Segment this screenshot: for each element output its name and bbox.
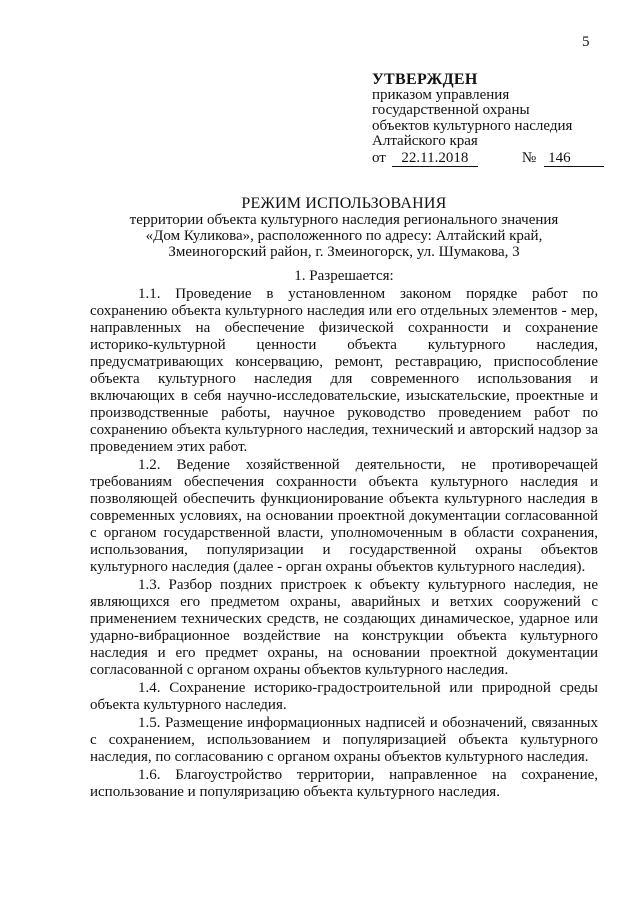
approval-date: 22.11.2018	[392, 151, 478, 168]
document-title: РЕЖИМ ИСПОЛЬЗОВАНИЯ	[241, 195, 447, 212]
paragraph-1-4: 1.4. Сохранение историко-градостроительной или природной среды объекта культурного наследия.	[90, 680, 598, 713]
paragraph-1-5: 1.5. Размещение информационных надписей и обозначений, связанных с сохранением, использованием и популяризацией объекта культурного наследия, по согласованию с органом охраны объектов культурного наследия.	[90, 715, 598, 765]
section-heading: 1. Разрешается:	[294, 268, 394, 284]
number-label: №	[521, 149, 537, 166]
subtitle-line: территории объекта культурного наследия регионального значения	[129, 212, 559, 228]
approval-line: приказом управления	[372, 86, 510, 103]
subtitle-line: «Дом Куликова», расположенного по адресу: Алтайский край,	[145, 228, 543, 244]
approval-line: объектов культурного наследия	[372, 117, 573, 134]
approval-heading: УТВЕРЖДЕН	[372, 71, 478, 88]
approval-block	[372, 72, 604, 167]
approval-line: Алтайского края	[372, 133, 478, 149]
date-prefix: от	[372, 149, 386, 166]
title-block	[90, 196, 598, 260]
approval-number: 146	[544, 151, 604, 168]
page-number: 5	[582, 34, 590, 50]
approval-reference	[372, 151, 604, 168]
paragraph-1-3: 1.3. Разбор поздних пристроек к объекту культурного наследия, не являющихся его предметом охраны, аварийных и ветхих сооружений с применением технических средств, не создающих динамическое, ударное или ударно-вибрационное воздействие на конструкции объекта культурного наследия и его предмет охраны, на основании проектной документации согласованной с органом охраны объектов культурного наследия.	[90, 577, 598, 678]
paragraph-1-6: 1.6. Благоустройство территории, направленное на сохранение, использование и популяризацию объекта культурного наследия.	[90, 767, 598, 800]
document-body	[90, 268, 598, 802]
approval-line: государственной охраны	[372, 102, 530, 118]
subtitle-line: Змеиногорский район, г. Змеиногорск, ул. Шумакова, 3	[168, 244, 520, 260]
paragraph-1-1: 1.1. Проведение в установленном законом порядке работ по сохранению объекта культурного наследия или его отдельных элементов - мер, направленных на обеспечение физической сохранности и сохранение историко-культурной ценности объекта культурного наследия, предусматривающих консервацию, ремонт, реставрацию, приспособление объекта культурного наследия для современного использования и включающих в себя научно-исследовательские, изыскательские, проектные и производственные работы, научное руководство проведением работ по сохранению объекта культурного наследия, технический и авторский надзор за проведением этих работ.	[90, 286, 598, 455]
paragraph-1-2: 1.2. Ведение хозяйственной деятельности, не противоречащей требованиям обеспечения сохранности объекта культурного наследия и позволяющей обеспечить функционирование объекта культурного наследия в современных условиях, на основании проектной документации согласованной с органом государственной власти, уполномоченным в области сохранения, использования, популяризации и государственной охраны объектов культурного наследия (далее - орган охраны объектов культурного наследия).	[90, 457, 598, 575]
